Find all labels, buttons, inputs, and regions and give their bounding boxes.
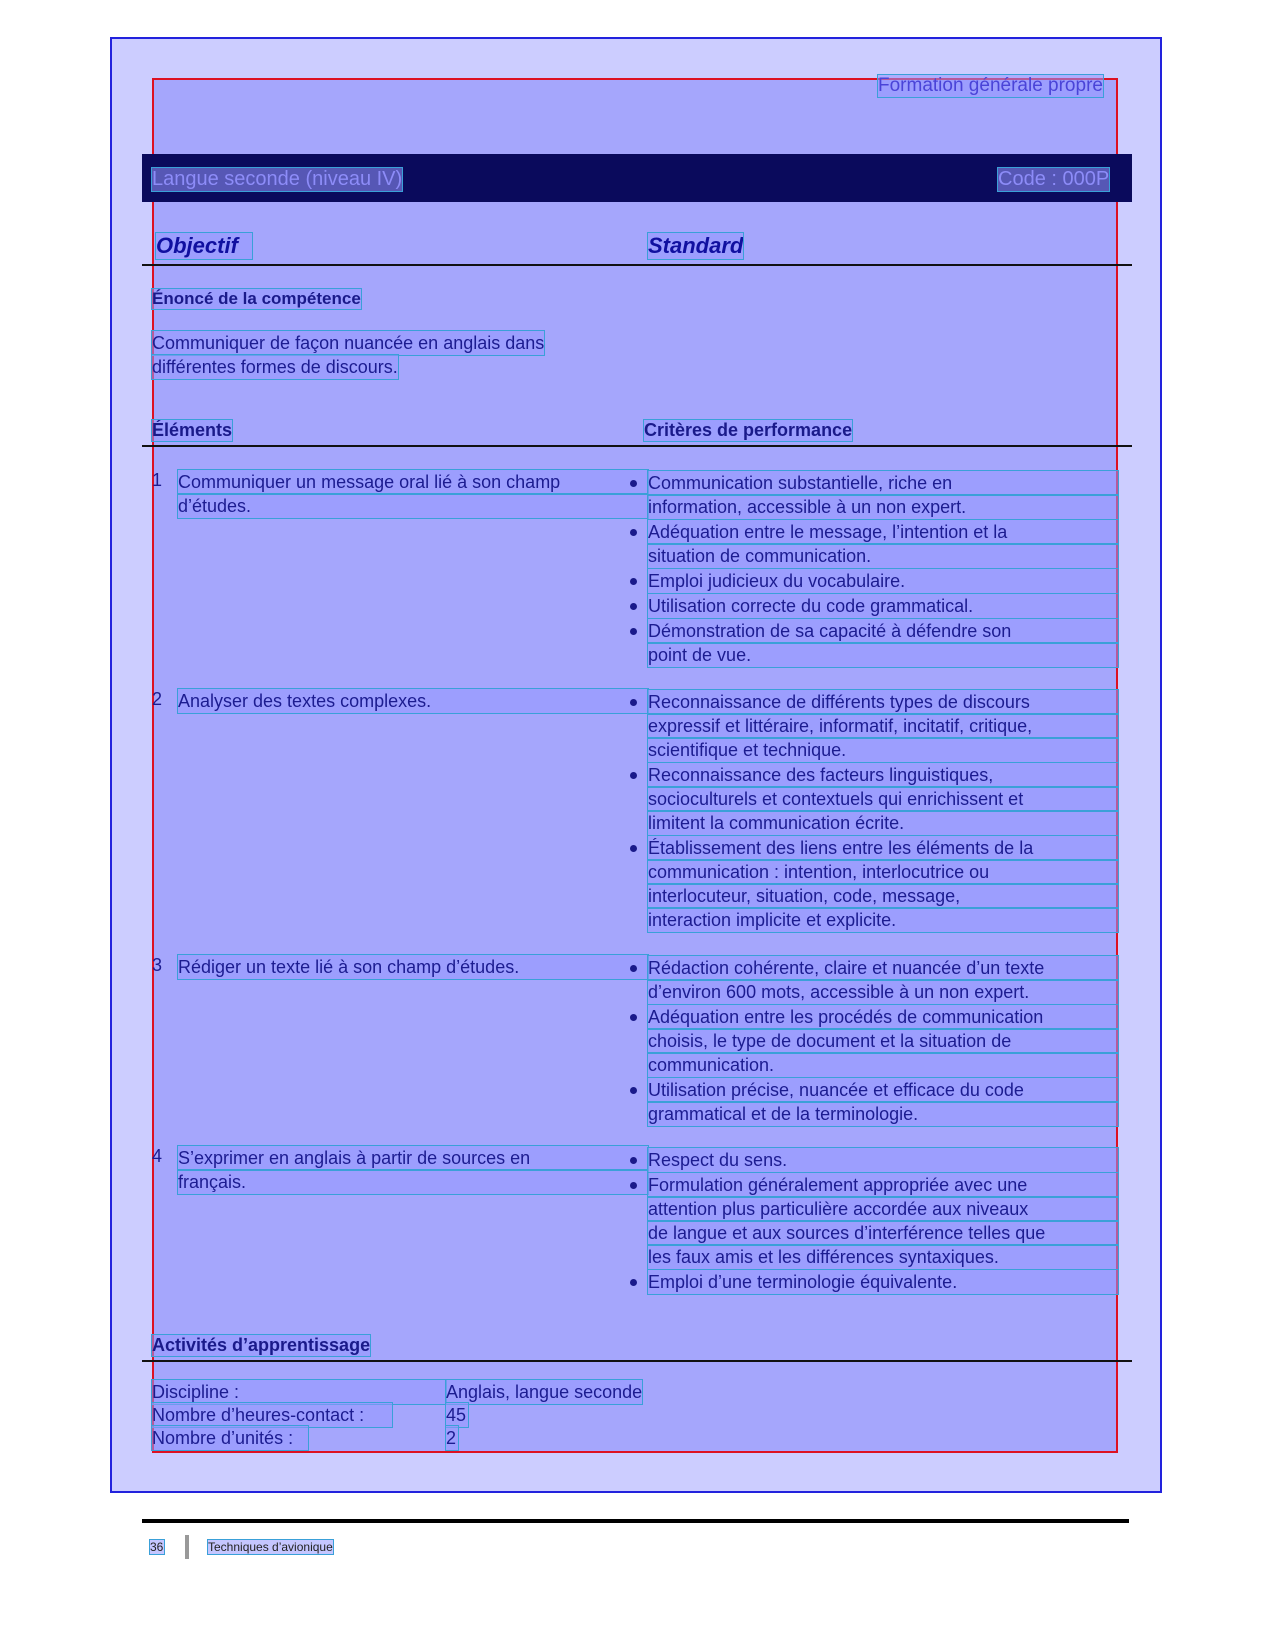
enonce-line-1: Communiquer de façon nuancée en anglais dans <box>152 333 545 353</box>
bullet-icon <box>630 1182 637 1189</box>
header-section-label: Formation générale propre <box>878 75 1103 96</box>
bullet-icon <box>630 772 637 779</box>
page-number: 36 <box>150 1540 164 1554</box>
element-number: 2 <box>152 689 163 709</box>
bullet-icon <box>630 1157 637 1164</box>
footer-separator <box>185 1535 189 1559</box>
element-number: 1 <box>152 470 163 490</box>
criterion-item: Respect du sens. <box>648 1148 1118 1172</box>
element-number: 3 <box>152 955 163 975</box>
footer-title: Techniques d’avionique <box>208 1540 333 1554</box>
criterion-item: Démonstration de sa capacité à défendre son point de vue. <box>648 619 1118 667</box>
element-text: Analyser des textes complexes. <box>178 689 648 713</box>
criterion-item: Utilisation correcte du code grammatical. <box>648 594 1118 618</box>
divider <box>142 1360 1132 1362</box>
element-number: 4 <box>152 1146 163 1166</box>
bullet-icon <box>630 965 637 972</box>
bullet-icon <box>630 699 637 706</box>
bullet-icon <box>630 529 637 536</box>
activites-heading: Activités d’apprentissage <box>152 1335 371 1355</box>
criterion-item: Utilisation précise, nuancée et efficace du code grammatical et de la terminologie. <box>648 1078 1118 1126</box>
enonce-line-2: différentes formes de discours. <box>152 357 398 377</box>
footer-rule <box>142 1519 1129 1523</box>
bullet-icon <box>630 1279 637 1286</box>
activite-label: Nombre d’unités : <box>152 1426 308 1450</box>
bullet-icon <box>630 1014 637 1021</box>
bullet-icon <box>630 845 637 852</box>
criterion-item: Rédaction cohérente, claire et nuancée d’un texte d’environ 600 mots, accessible à un non expert. <box>648 956 1118 1004</box>
element-text: Communiquer un message oral lié à son champ d’études. <box>178 470 648 518</box>
activite-value: Anglais, langue seconde <box>446 1382 643 1402</box>
column-objectif: Objectif <box>156 233 252 259</box>
activite-value: 2 <box>446 1428 457 1448</box>
divider <box>142 264 1132 266</box>
activite-value: 45 <box>446 1405 467 1425</box>
criterion-item: Reconnaissance des facteurs linguistiques, socioculturels et contextuels qui enrichissent et limitent la communication écrite. <box>648 763 1118 835</box>
bullet-icon <box>630 628 637 635</box>
element-text: S’exprimer en anglais à partir de sources en français. <box>178 1146 648 1194</box>
enonce-heading: Énoncé de la compétence <box>152 289 361 308</box>
activite-label: Discipline : <box>152 1380 446 1404</box>
criterion-item: Établissement des liens entre les éléments de la communication : intention, interlocutrice ou interlocuteur, situation, code, message, interaction implicite et explicite. <box>648 836 1118 932</box>
bullet-icon <box>630 1087 637 1094</box>
criteres-heading: Critères de performance <box>644 420 853 440</box>
criterion-item: Adéquation entre les procédés de communication choisis, le type de document et la situation de communication. <box>648 1005 1118 1077</box>
course-title: Langue seconde (niveau IV) <box>152 168 403 190</box>
course-code: Code : 000P <box>998 168 1110 190</box>
criterion-item: Communication substantielle, riche en information, accessible à un non expert. <box>648 471 1118 519</box>
criterion-item: Emploi judicieux du vocabulaire. <box>648 569 1118 593</box>
bullet-icon <box>630 480 637 487</box>
criterion-item: Formulation généralement appropriée avec une attention plus particulière accordée aux niveaux de langue et aux sources d’interférence telles que les faux amis et les différences syntaxiques. <box>648 1173 1118 1269</box>
criterion-item: Reconnaissance de différents types de discours expressif et littéraire, informatif, incitatif, critique, scientifique et technique. <box>648 690 1118 762</box>
element-text: Rédiger un texte lié à son champ d’études. <box>178 955 648 979</box>
bullet-icon <box>630 578 637 585</box>
criterion-item: Adéquation entre le message, l’intention et la situation de communication. <box>648 520 1118 568</box>
column-standard: Standard <box>648 233 744 258</box>
activite-label: Nombre d’heures-contact : <box>152 1403 392 1427</box>
bullet-icon <box>630 603 637 610</box>
criterion-item: Emploi d’une terminologie équivalente. <box>648 1270 1118 1294</box>
divider <box>142 445 1132 447</box>
elements-heading: Éléments <box>152 420 233 440</box>
